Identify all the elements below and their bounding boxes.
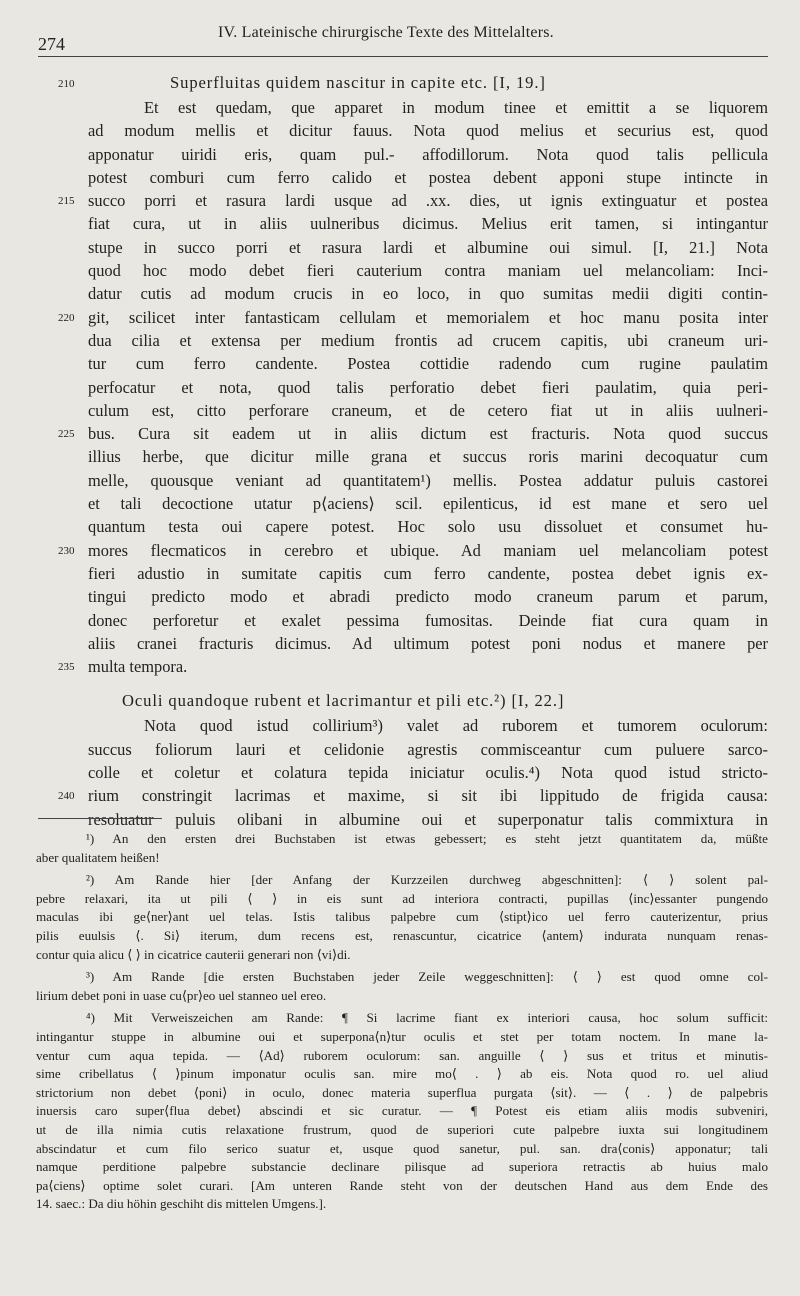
line-text: bus. Cura sit eadem ut in aliis dictum est fracturis. Nota quod succus <box>88 424 768 444</box>
text-line <box>88 282 768 305</box>
text-line <box>88 445 768 468</box>
line-text: colle et coletur et colatura tepida iniciatur oculis.⁴) Nota quod istud stricto- <box>88 763 768 783</box>
line-text: ad modum mellis et dicitur fauus. Nota quod melius et securius est, quod <box>88 121 768 141</box>
line-text: Oculi quandoque rubent et lacrimantur et pili etc.²) [I, 22.] <box>122 691 565 711</box>
main-text <box>58 70 768 831</box>
line-text: succo porri et rasura lardi usque ad .xx. dies, ut ignis extinguatur et postea <box>88 191 768 211</box>
footnote-line: contur quia alicu ⟨ ⟩ in cicatrice cauterii generari non ⟨vi⟩di. <box>36 946 351 962</box>
line-text: aliis cranei fracturis dicimus. Ad ultimum potest poni nodus et manere per <box>88 633 768 653</box>
page-number: 274 <box>38 34 65 54</box>
line-text: tur cum ferro candente. Postea cottidie radendo cum rugine paulatim <box>88 354 768 374</box>
text-line <box>88 96 768 119</box>
text-line <box>58 539 768 562</box>
footnote-line: inuersis caro super⟨flua debet⟩ abscindi et sic curatur. — ¶ Potest eis etiam aliis modis subveniri, <box>36 1103 768 1119</box>
text-line <box>58 189 768 212</box>
footnote-line: ¹) An den ersten drei Buchstaben ist etwas gebessert; es steht jetzt quantitatem da, müßte <box>86 831 768 846</box>
line-text: mores flecmaticos in cerebro et ubique. Ad maniam uel melancoliam potest <box>88 540 768 560</box>
text-line <box>88 808 768 831</box>
text-line <box>88 562 768 585</box>
text-line <box>88 212 768 235</box>
line-number: 215 <box>58 195 75 208</box>
line-number: 235 <box>58 661 75 674</box>
line-number: 225 <box>58 428 75 441</box>
text-line <box>88 632 768 655</box>
line-text: potest comburi cum ferro calido et postea debent apponi stupe intincte in <box>88 167 768 187</box>
line-text: Nota quod istud collirium³) valet ad ruborem et tumorem oculorum: <box>144 716 768 736</box>
line-text: quod hoc modo debet fieri cauterium contra maniam uel melancoliam: Inci- <box>88 261 768 281</box>
text-line <box>88 236 768 259</box>
footnote-line: intingantur stuppe in albumine oui et superpona⟨n⟩tur oculis et stet per totam noctem. In mane la- <box>36 1028 768 1044</box>
text-line <box>88 492 768 515</box>
text-line <box>58 70 768 96</box>
footnote-line: strictorium non debet ⟨poni⟩ in oculo, donec materia superflua purgata ⟨sit⟩. — ⟨ . ⟩ de palpebris <box>36 1084 768 1100</box>
line-text: fiat cura, ut in aliis uulneribus dicimus. Melius erit tamen, si intingantur <box>88 214 768 234</box>
line-text: resoluatur puluis olibani in albumine oui et superponatur talis commixtura in <box>88 809 768 829</box>
line-text: dua cilia et extensa per medium frontis ad crucem capitis, ubi craneum uri- <box>88 330 768 350</box>
running-title: IV. Lateinische chirurgische Texte des Mittelalters. <box>218 24 554 41</box>
text-line <box>88 688 768 714</box>
line-text: stupe in succo porri et rasura lardi et albumine oui simul. [I, 21.] Nota <box>88 237 768 257</box>
line-number: 210 <box>58 78 75 90</box>
line-text: tingui predicto modo et abradi predicto modo craneum parum et parum, <box>88 587 768 607</box>
footnote-line: aber qualitatem heißen! <box>36 849 160 865</box>
line-text: succus foliorum lauri et celidonie agrestis commisceantur cum puluere sarco- <box>88 739 768 759</box>
footnote-line: ²) Am Rande hier [der Anfang der Kurzzeilen durchweg abgeschnitten]: ⟨ ⟩ solent pal- <box>86 872 768 888</box>
text-line <box>88 761 768 784</box>
line-text: et tali decoctione utatur p⟨aciens⟩ scil. epilenticus, id est mane et sero uel <box>88 494 768 514</box>
line-number: 230 <box>58 544 75 557</box>
line-text: perfocatur et nota, quod talis perforatio debet fieri paulatim, quia peri- <box>88 377 768 397</box>
text-line <box>58 306 768 329</box>
text-line <box>88 329 768 352</box>
footnote-line: pebre relaxari, ita ut pili ⟨ ⟩ in eis sunt ad interiora contracti, pupillas ⟨inc⟩essanter pungendo <box>36 890 768 906</box>
text-line <box>88 119 768 142</box>
text-line <box>58 422 768 445</box>
line-text: illius herbe, que dicitur mille grana et succus roris marini decoquatur cum <box>88 447 768 467</box>
page-header <box>38 22 768 57</box>
text-line <box>88 352 768 375</box>
text-line <box>58 784 768 807</box>
line-text: git, scilicet inter fantasticam cellulam et memorialem et hoc manu posita inter <box>88 307 768 327</box>
footnote-line: sime cribellatus ⟨ ⟩pinum imponatur oculis san. mire mo⟨ . ⟩ ab eis. Nota quod ro. uel aliud <box>36 1066 768 1082</box>
line-text: rium constringit lacrimas et maxime, si sit ibi lippitudo de frigida causa: <box>88 786 768 806</box>
footnote-line: ⁴) Mit Verweiszeichen am Rande: ¶ Si lacrime fiant ex interiori causa, hoc solum sufficit: <box>86 1010 768 1026</box>
line-text: culum est, citto perforare craneum, et de cetero fiat ut in aliis uulneri- <box>88 400 768 420</box>
line-text: multa tempora. <box>88 657 188 677</box>
line-text: apponatur uiridi eris, quam pul.- affodillorum. Nota quod talis pellicula <box>88 144 768 164</box>
text-line <box>88 515 768 538</box>
text-line <box>88 469 768 492</box>
line-text: donec perforetur et exalet pessima fumositas. Deinde fiat cura quam in <box>88 610 768 630</box>
footnote-line: namque perditione palpebre substancie declinare pilisque ad superiora retractis ab huius malo <box>36 1159 768 1175</box>
text-line <box>88 259 768 282</box>
line-text: datur cutis ad modum crucis in eo loco, in quo sumitas medii digiti contin- <box>88 284 768 304</box>
line-text: melle, quousque veniant ad quantitatem¹) mellis. Postea addatur puluis castorei <box>88 470 768 490</box>
text-line <box>88 738 768 761</box>
line-number: 220 <box>58 311 75 324</box>
line-text: Superfluitas quidem nascitur in capite etc. [I, 19.] <box>170 73 546 92</box>
text-line <box>88 609 768 632</box>
footnote-line: pilis euulsis ⟨. Si⟩ iterum, dum recens est, renascuntur, cicatrice ⟨antem⟩ indurata nunquam renas- <box>36 927 768 943</box>
footnote-line: ³) Am Rande [die ersten Buchstaben jeder Zeile weggeschnitten]: ⟨ ⟩ est quod omne col- <box>86 969 768 985</box>
footnote-line: abscindatur et cum filo serico suatur et, usque quod sanetur, pul. san. dra⟨conis⟩ apponatur; tali <box>36 1140 768 1156</box>
footnote-line: maculas ibi ge⟨ner⟩ant uel telas. Istis talibus palpebre cum ⟨stipt⟩ico uel ferro cauterizentur, prius <box>36 909 768 925</box>
footnote-line: 14. saec.: Da diu höhin geschiht dis mittelen Umgens.]. <box>36 1196 327 1212</box>
text-line <box>88 714 768 737</box>
text-line <box>88 585 768 608</box>
line-number: 240 <box>58 790 75 803</box>
footnote-line: pa⟨ciens⟩ optime solet curari. [Am unteren Rande steht von der deutschen Hand aus dem Ende des <box>36 1177 768 1193</box>
text-line <box>88 166 768 189</box>
footnote-line: ut de illa nimia cutis relaxatione frustrum, quod de superiori cute palpebre iuxta sui longitudinem <box>36 1121 768 1137</box>
line-text: Et est quedam, que apparet in modum tinee et emittit a se liquorem <box>144 98 768 117</box>
text-line <box>58 655 768 678</box>
footnote-line: ventur cum aqua tepida. — ⟨Ad⟩ ruborem oculorum: san. anguille ⟨ ⟩ sus et tritus et minutis- <box>36 1047 768 1063</box>
text-line <box>88 143 768 166</box>
text-line <box>88 399 768 422</box>
footnote-divider <box>38 818 162 819</box>
footnotes <box>36 830 768 1214</box>
line-text: quantum testa oui capere potest. Hoc solo usu dissoluet et consumet hu- <box>88 517 768 537</box>
line-text: fieri adustio in sumitate capitis cum ferro candente, postea debet ignis ex- <box>88 563 768 583</box>
footnote-line: lirium debet poni in uase cu⟨pr⟩eo uel stanneo uel ereo. <box>36 987 327 1003</box>
text-line <box>88 376 768 399</box>
